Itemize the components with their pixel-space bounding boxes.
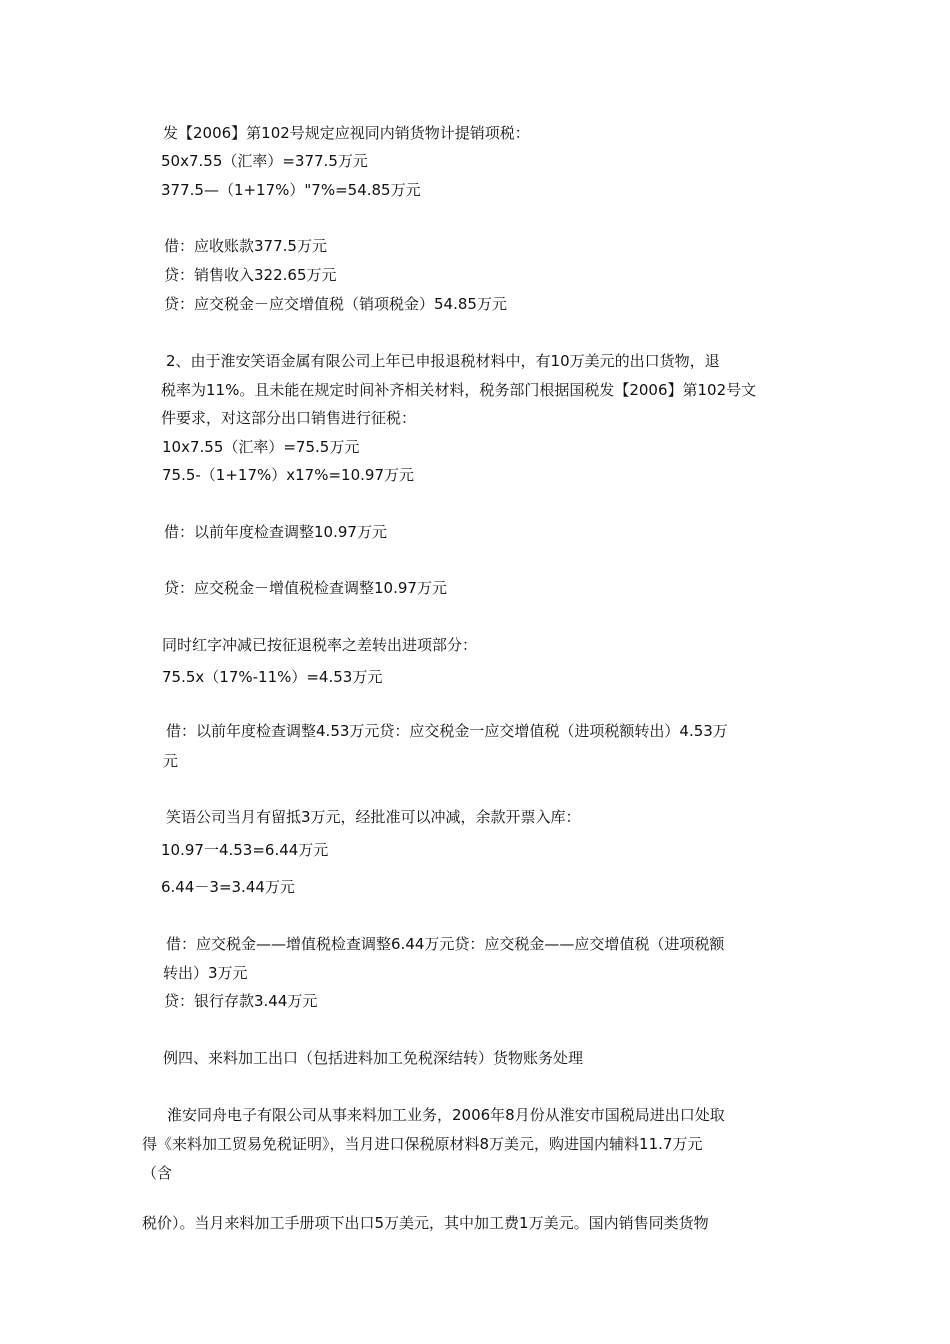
text-line: 2、由于淮安笑语金属有限公司上年已申报退税材料中，有10万美元的出口货物，退 <box>166 352 720 370</box>
text-line: 淮安同舟电子有限公司从事来料加工业务，2006年8月份从淮安市国税局进出口处取 <box>167 1106 725 1124</box>
text-line: 借：以前年度检查调整10.97万元 <box>164 523 387 541</box>
text-line: 转出）3万元 <box>163 964 248 982</box>
text-line: 50x7.55（汇率）=377.5万元 <box>161 152 368 170</box>
text-line: 10.97一4.53=6.44万元 <box>161 841 329 859</box>
text-line: 贷：银行存款3.44万元 <box>164 992 318 1010</box>
text-line: 75.5-（1+17%）x17%=10.97万元 <box>162 466 414 484</box>
text-line: 税率为11%。且未能在规定时间补齐相关材料，税务部门根据国税发【2006】第102号文 <box>161 381 757 399</box>
text-line: （含 <box>142 1164 173 1182</box>
text-line: 得《来料加工贸易免税证明》，当月进口保税原材料8万美元，购进国内辅料11.7万元 <box>142 1135 703 1153</box>
text-line: 税价）。当月来料加工手册项下出口5万美元，其中加工费1万美元。国内销售同类货物 <box>142 1214 709 1232</box>
text-line: 借：以前年度检查调整4.53万元贷：应交税金一应交增值税（进项税额转出）4.53万 <box>166 722 728 740</box>
text-line: 贷：应交税金－增值税检查调整10.97万元 <box>164 579 447 597</box>
text-line: 10x7.55（汇率）=75.5万元 <box>162 438 360 456</box>
text-line: 元 <box>163 752 179 770</box>
text-line: 377.5—（1+17%）"7%=54.85万元 <box>161 181 421 199</box>
text-line: 贷：销售收入322.65万元 <box>164 266 337 284</box>
text-line: 同时红字冲减已按征退税率之差转出进项部分： <box>162 636 478 654</box>
text-line: 贷：应交税金－应交增值税（销项税金）54.85万元 <box>164 295 507 313</box>
text-line: 借：应收账款377.5万元 <box>164 237 327 255</box>
text-line: 件要求，对这部分出口销售进行征税： <box>161 409 417 427</box>
text-line: 笑语公司当月有留抵3万元，经批准可以冲减，余款开票入库： <box>166 808 581 826</box>
text-line: 75.5x（17%-11%）=4.53万元 <box>162 668 383 686</box>
text-line: 6.44－3=3.44万元 <box>161 878 295 896</box>
text-line: 借：应交税金——增值税检查调整6.44万元贷：应交税金——应交增值税（进项税额 <box>166 935 725 953</box>
text-line: 发【2006】第102号规定应视同内销货物计提销项税： <box>163 124 530 142</box>
section-heading: 例四、来料加工出口（包括进料加工免税深结转）货物账务处理 <box>163 1049 584 1067</box>
